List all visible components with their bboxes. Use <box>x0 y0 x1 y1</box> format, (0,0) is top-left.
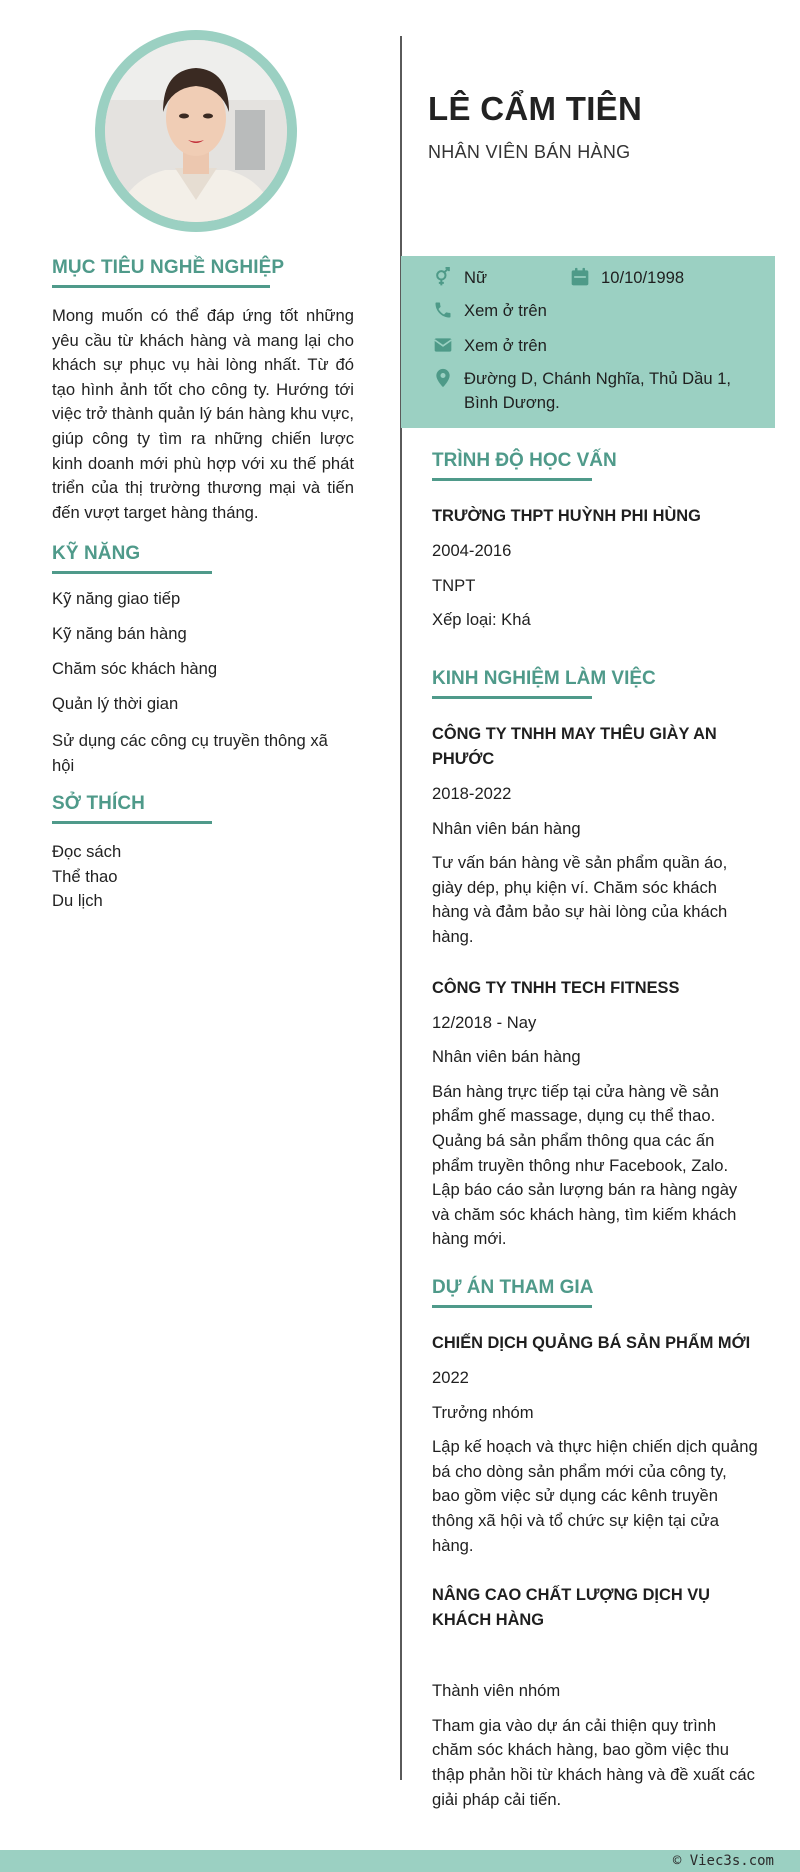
projects-underline <box>432 1305 592 1308</box>
job-role: Nhân viên bán hàng <box>432 1047 581 1067</box>
avatar <box>105 40 287 222</box>
project-entry <box>432 1583 758 1812</box>
job-period: 12/2018 - Nay <box>432 1012 537 1032</box>
project-role: Thành viên nhóm <box>432 1681 561 1701</box>
education-degree: TNPT <box>432 575 476 595</box>
gender-icon <box>432 266 454 288</box>
project-role: Trưởng nhóm <box>432 1402 534 1422</box>
objective-section <box>52 257 354 525</box>
gender-value: Nữ <box>464 268 488 287</box>
email-icon <box>432 334 454 356</box>
skill-item: Kỹ năng bán hàng <box>52 624 187 643</box>
job-description: Bán hàng trực tiếp tại cửa hàng về sản phẩm ghế massage, dụng cụ thể thao. Quảng bá sản phẩm thông qua các ấn phẩm truyền thông như Facebook, Zalo. Lập báo cáo sản lượng bán ra hàng ngày và chăm sóc khách hàng, tìm kiếm khách hàng mới. <box>432 1081 738 1249</box>
footer-bar <box>0 1850 800 1872</box>
education-section <box>432 450 758 633</box>
calendar-icon <box>569 266 591 288</box>
skills-underline <box>52 571 212 574</box>
objective-text: Mong muốn có thể đáp ứng tốt những yêu cầu từ khách hàng và mang lại cho khách sự phục vụ hài lòng nhất. Từ đó tạo hình ảnh tốt cho công ty. Hướng tới việc trở thành quản lý bán hàng khu vực, giúp công ty tìm ra những chiến lược kinh doanh mới phù hợp với xu thế phát triển của thị trường thương mại và tiến đến vượt target hàng tháng. <box>52 306 354 522</box>
contact-birthday <box>569 266 684 290</box>
phone-value: Xem ở trên <box>464 301 547 320</box>
contact-phone <box>432 299 547 323</box>
project-description: Tham gia vào dự án cải thiện quy trình chăm sóc khách hàng, bao gồm việc thu thập phản hồi từ khách hàng và đề xuất các giải pháp cải tiến. <box>432 1715 755 1809</box>
hobby-item: Thể thao <box>52 866 118 886</box>
project-entry <box>432 1331 758 1558</box>
hobby-item: Du lịch <box>52 891 103 910</box>
phone-icon <box>432 299 454 321</box>
project-description: Lập kế hoạch và thực hiện chiến dịch quảng bá cho dòng sản phẩm mới của công ty, bao gồm việc sử dụng các kênh truyền thông xã hội và tổ chức sự kiện tại cửa hàng. <box>432 1437 758 1555</box>
skills-title: KỸ NĂNG <box>52 543 141 564</box>
education-grade: Xếp loại: Khá <box>432 610 531 630</box>
location-pin-icon <box>432 367 454 389</box>
job-description: Tư vấn bán hàng về sản phẩm quần áo, giày dép, phụ kiện ví. Chăm sóc khách hàng và đảm bảo sự hài lòng của khách hàng. <box>432 853 728 946</box>
address-value: Đường D, Chánh Nghĩa, Thủ Dầu 1, Bình Dương. <box>464 369 732 412</box>
objective-title: MỤC TIÊU NGHỀ NGHIỆP <box>52 257 285 278</box>
skill-item: Chăm sóc khách hàng <box>52 659 218 678</box>
project-name: CHIẾN DỊCH QUẢNG BÁ SẢN PHẨM MỚI <box>432 1334 751 1352</box>
hobby-item: Đọc sách <box>52 842 122 861</box>
education-title: TRÌNH ĐỘ HỌC VẤN <box>432 450 617 471</box>
candidate-job-title: NHÂN VIÊN BÁN HÀNG <box>428 142 631 162</box>
job-company: CÔNG TY TNHH MAY THÊU GIÀY AN PHƯỚC <box>432 725 717 768</box>
watermark: © Viec3s.com <box>672 1853 774 1869</box>
hobbies-underline <box>52 821 212 824</box>
skill-item: Quản lý thời gian <box>52 694 179 713</box>
contact-email <box>432 334 547 358</box>
experience-underline <box>432 696 592 699</box>
birthday-value: 10/10/1998 <box>601 268 685 287</box>
candidate-name: LÊ CẨM TIÊN <box>428 90 643 127</box>
project-name: NÂNG CAO CHẤT LƯỢNG DỊCH VỤ KHÁCH HÀNG <box>432 1586 710 1630</box>
skill-item: Kỹ năng giao tiếp <box>52 589 181 608</box>
contact-address <box>432 367 732 415</box>
hobbies-title: SỞ THÍCH <box>52 793 146 814</box>
job-entry <box>432 976 758 1252</box>
job-company: CÔNG TY TNHH TECH FITNESS <box>432 978 680 997</box>
experience-title: KINH NGHIỆM LÀM VIỆC <box>432 668 656 689</box>
experience-section <box>432 668 758 1252</box>
contact-gender <box>432 266 487 290</box>
education-period: 2004-2016 <box>432 541 512 560</box>
objective-underline <box>52 285 270 288</box>
projects-section <box>432 1277 758 1812</box>
email-value: Xem ở trên <box>464 336 547 355</box>
contact-panel <box>401 256 775 428</box>
avatar-ring <box>95 30 297 232</box>
education-underline <box>432 478 592 481</box>
job-period: 2018-2022 <box>432 784 512 803</box>
projects-title: DỰ ÁN THAM GIA <box>432 1277 594 1298</box>
project-year: 2022 <box>432 1368 469 1387</box>
job-entry <box>432 722 758 950</box>
hobbies-section <box>52 793 354 914</box>
skills-section <box>52 543 354 778</box>
skill-item: Sử dụng các công cụ truyền thông xã hội <box>52 731 328 775</box>
school-name: TRƯỜNG THPT HUỲNH PHI HÙNG <box>432 507 701 525</box>
job-role: Nhân viên bán hàng <box>432 818 581 838</box>
